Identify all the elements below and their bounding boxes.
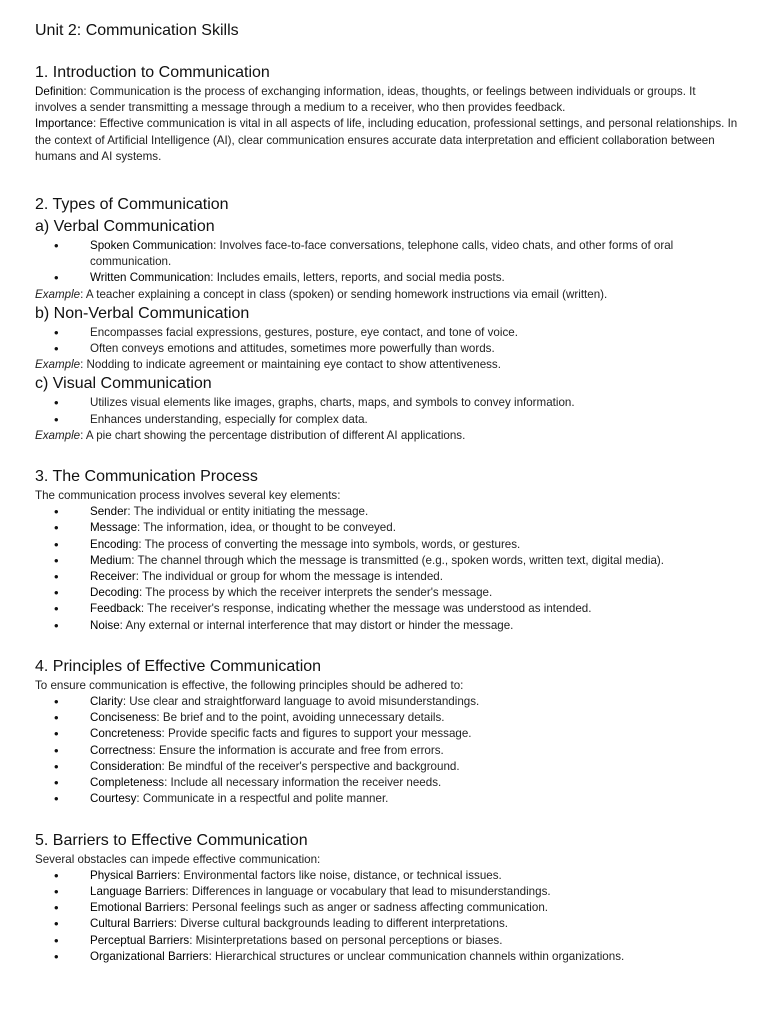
list-item	[35, 791, 740, 807]
visual-list	[35, 395, 740, 427]
definition-paragraph	[35, 84, 740, 116]
barriers-list	[35, 868, 740, 965]
section-introduction	[35, 62, 740, 165]
example-text: : A pie chart showing the percentage distribution of different AI applications.	[80, 428, 466, 442]
list-item	[35, 868, 740, 884]
example-label: Example	[35, 428, 81, 442]
item-text: : Misinterpretations based on personal perceptions or biases.	[189, 933, 503, 947]
item-text: : Any external or internal interference that may distort or hinder the message.	[119, 618, 514, 632]
list-item	[35, 618, 740, 634]
item-text: : The individual or group for whom the message is intended.	[135, 570, 443, 584]
item-label: Conciseness	[90, 711, 157, 725]
item-text: : Be mindful of the receiver's perspective and background.	[161, 759, 460, 773]
list-item	[35, 900, 740, 916]
item-label: Language Barriers	[90, 884, 186, 898]
section-intro: Several obstacles can impede effective communication:	[35, 852, 321, 866]
list-item	[35, 710, 740, 726]
list-item	[35, 553, 740, 569]
item-text: : Differences in language or vocabulary that lead to misunderstandings.	[185, 884, 551, 898]
list-item	[35, 933, 740, 949]
item-text: : Involves face-to-face conversations, telephone calls, video chats, and other forms of oral communication.	[90, 239, 674, 269]
definition-text: : Communication is the process of exchanging information, ideas, thoughts, or feelings between individuals or groups. It involves a sender transmitting a message through a medium to a receiver, who then provides feedback.	[35, 85, 696, 115]
item-text: : The individual or entity initiating the message.	[127, 505, 369, 519]
item-label: Physical Barriers	[90, 868, 177, 882]
list-item: • Encompasses facial expressions, gestures, posture, eye contact, and tone of voice.	[35, 325, 740, 341]
item-label: Spoken Communication	[90, 239, 214, 253]
principles-list	[35, 694, 740, 807]
example-text: : Nodding to indicate agreement or maintaining eye contact to show attentiveness.	[80, 358, 501, 372]
section-intro: To ensure communication is effective, the following principles should be adhered to:	[35, 678, 464, 692]
item-label: Receiver	[90, 570, 136, 584]
list-item	[35, 601, 740, 617]
list-item	[35, 949, 740, 965]
section-barriers	[35, 830, 740, 965]
page-title: Unit 2: Communication Skills	[35, 22, 239, 39]
item-label: Cultural Barriers	[90, 917, 174, 931]
item-text: : Include all necessary information the receiver needs.	[164, 776, 442, 790]
example-paragraph	[35, 287, 740, 303]
item-text: : Environmental factors like noise, distance, or technical issues.	[176, 868, 502, 882]
item-label: Perceptual Barriers	[90, 933, 190, 947]
document-page	[35, 19, 740, 987]
item-text: : The process of converting the message into symbols, words, or gestures.	[138, 537, 521, 551]
item-label: Decoding	[90, 586, 139, 600]
section-heading: 1. Introduction to Communication	[35, 64, 270, 81]
item-label: Noise	[90, 618, 120, 632]
example-label: Example	[35, 287, 81, 301]
section-principles	[35, 656, 740, 808]
list-item: • Utilizes visual elements like images, graphs, charts, maps, and symbols to convey information.	[35, 395, 740, 411]
item-text: : Ensure the information is accurate and free from errors.	[152, 743, 444, 757]
list-item	[35, 238, 740, 270]
section-heading: 2. Types of Communication	[35, 196, 229, 214]
importance-paragraph	[35, 116, 740, 165]
item-label: Sender	[90, 505, 128, 519]
item-text: : The channel through which the message is transmitted (e.g., spoken words, written text, digital media).	[131, 553, 664, 567]
list-item	[35, 520, 740, 536]
item-text: : The information, idea, or thought to be conveyed.	[137, 521, 396, 535]
item-text: : Be brief and to the point, avoiding unnecessary details.	[156, 711, 445, 725]
item-label: Consideration	[90, 759, 162, 773]
process-list	[35, 504, 740, 634]
example-label: Example	[35, 358, 81, 372]
section-intro: The communication process involves several key elements:	[35, 489, 341, 503]
item-label: Emotional Barriers	[90, 901, 186, 915]
nonverbal-list	[35, 325, 740, 357]
item-text: : Diverse cultural backgrounds leading to different interpretations.	[173, 917, 509, 931]
list-item	[35, 775, 740, 791]
section-heading: 3. The Communication Process	[35, 468, 258, 486]
item-text: : Use clear and straightforward language to avoid misunderstandings.	[122, 695, 480, 709]
item-label: Medium	[90, 553, 132, 567]
section-types	[35, 194, 740, 444]
item-label: Message	[90, 521, 138, 535]
list-item	[35, 726, 740, 742]
item-label: Written Communication	[90, 271, 211, 285]
list-item	[35, 537, 740, 553]
item-text: : Hierarchical structures or unclear communication channels within organizations.	[208, 949, 625, 963]
item-label: Organizational Barriers	[90, 949, 209, 963]
list-item	[35, 759, 740, 775]
list-item	[35, 694, 740, 710]
item-label: Clarity	[90, 695, 123, 709]
item-text: : The receiver's response, indicating whether the message was understood as intended.	[140, 602, 592, 616]
subsection-heading-nonverbal: b) Non-Verbal Communication	[35, 304, 250, 322]
item-label: Completeness	[90, 776, 165, 790]
definition-label: Definition	[35, 85, 84, 98]
subsection-heading-verbal: a) Verbal Communication	[35, 218, 215, 236]
example-text: : A teacher explaining a concept in class (spoken) or sending homework instructions via email (written).	[80, 287, 608, 301]
item-label: Feedback	[90, 602, 141, 616]
section-heading: 5. Barriers to Effective Communication	[35, 831, 308, 849]
item-label: Courtesy	[90, 792, 137, 806]
verbal-list	[35, 238, 740, 287]
item-text: : Provide specific facts and figures to support your message.	[161, 727, 472, 741]
section-heading: 4. Principles of Effective Communication	[35, 657, 322, 675]
subsection-heading-visual: c) Visual Communication	[35, 375, 212, 393]
item-text: : Includes emails, letters, reports, and social media posts.	[210, 271, 505, 285]
item-label: Encoding	[90, 537, 139, 551]
list-item: • Enhances understanding, especially for complex data.	[35, 412, 740, 428]
list-item	[35, 569, 740, 585]
list-item	[35, 270, 740, 286]
importance-text: : Effective communication is vital in all aspects of life, including education, professional settings, and personal relationships. In the context of Artificial Intelligence (AI), clear communication ensures accurate data interpretation and efficient collaboration between humans and AI systems.	[35, 117, 738, 163]
list-item	[35, 743, 740, 759]
example-paragraph	[35, 428, 740, 444]
item-text: : Personal feelings such as anger or sadness affecting communication.	[185, 901, 548, 915]
importance-label: Importance	[35, 117, 93, 131]
list-item	[35, 884, 740, 900]
list-item: • Often conveys emotions and attitudes, sometimes more powerfully than words.	[35, 341, 740, 357]
list-item	[35, 504, 740, 520]
example-paragraph	[35, 357, 740, 373]
section-process	[35, 466, 740, 634]
item-text: : The process by which the receiver interprets the sender's message.	[139, 586, 493, 600]
list-item	[35, 916, 740, 932]
item-label: Concreteness	[90, 727, 162, 741]
item-text: : Communicate in a respectful and polite manner.	[136, 792, 389, 806]
item-label: Correctness	[90, 743, 153, 757]
list-item	[35, 585, 740, 601]
